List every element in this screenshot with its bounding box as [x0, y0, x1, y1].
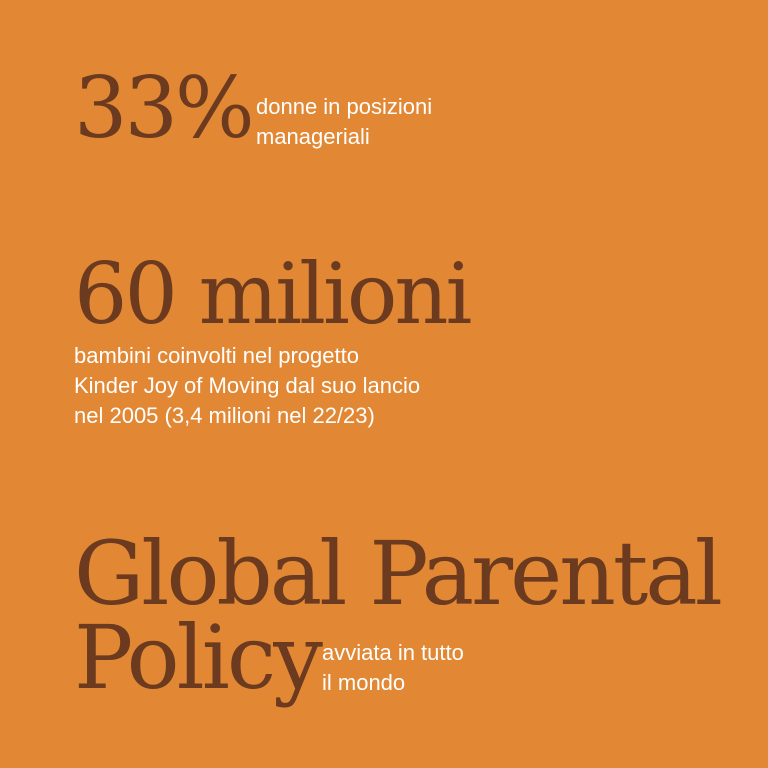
- stat-parental-policy-title-line: Policy: [74, 606, 320, 709]
- stat-parental-policy-description: [322, 638, 464, 698]
- description-line: donne in posizioni: [256, 94, 433, 119]
- description-line: bambini coinvolti nel progetto: [74, 343, 359, 368]
- stat-women-managers-description: [256, 92, 432, 152]
- description-line: manageriali: [256, 124, 370, 149]
- description-line: avviata in tutto: [322, 640, 464, 665]
- stat-children-involved-value: 60 milioni: [74, 245, 470, 343]
- stat-women-managers-value: 33%: [74, 59, 252, 157]
- description-line: Kinder Joy of Moving dal suo lancio: [74, 373, 421, 398]
- stat-children-involved-description: [74, 341, 420, 431]
- description-line: nel 2005 (3,4 milioni nel 22/23): [74, 403, 375, 428]
- description-line: il mondo: [322, 670, 406, 695]
- stat-parental-policy-title-line: Global Parental: [74, 522, 720, 625]
